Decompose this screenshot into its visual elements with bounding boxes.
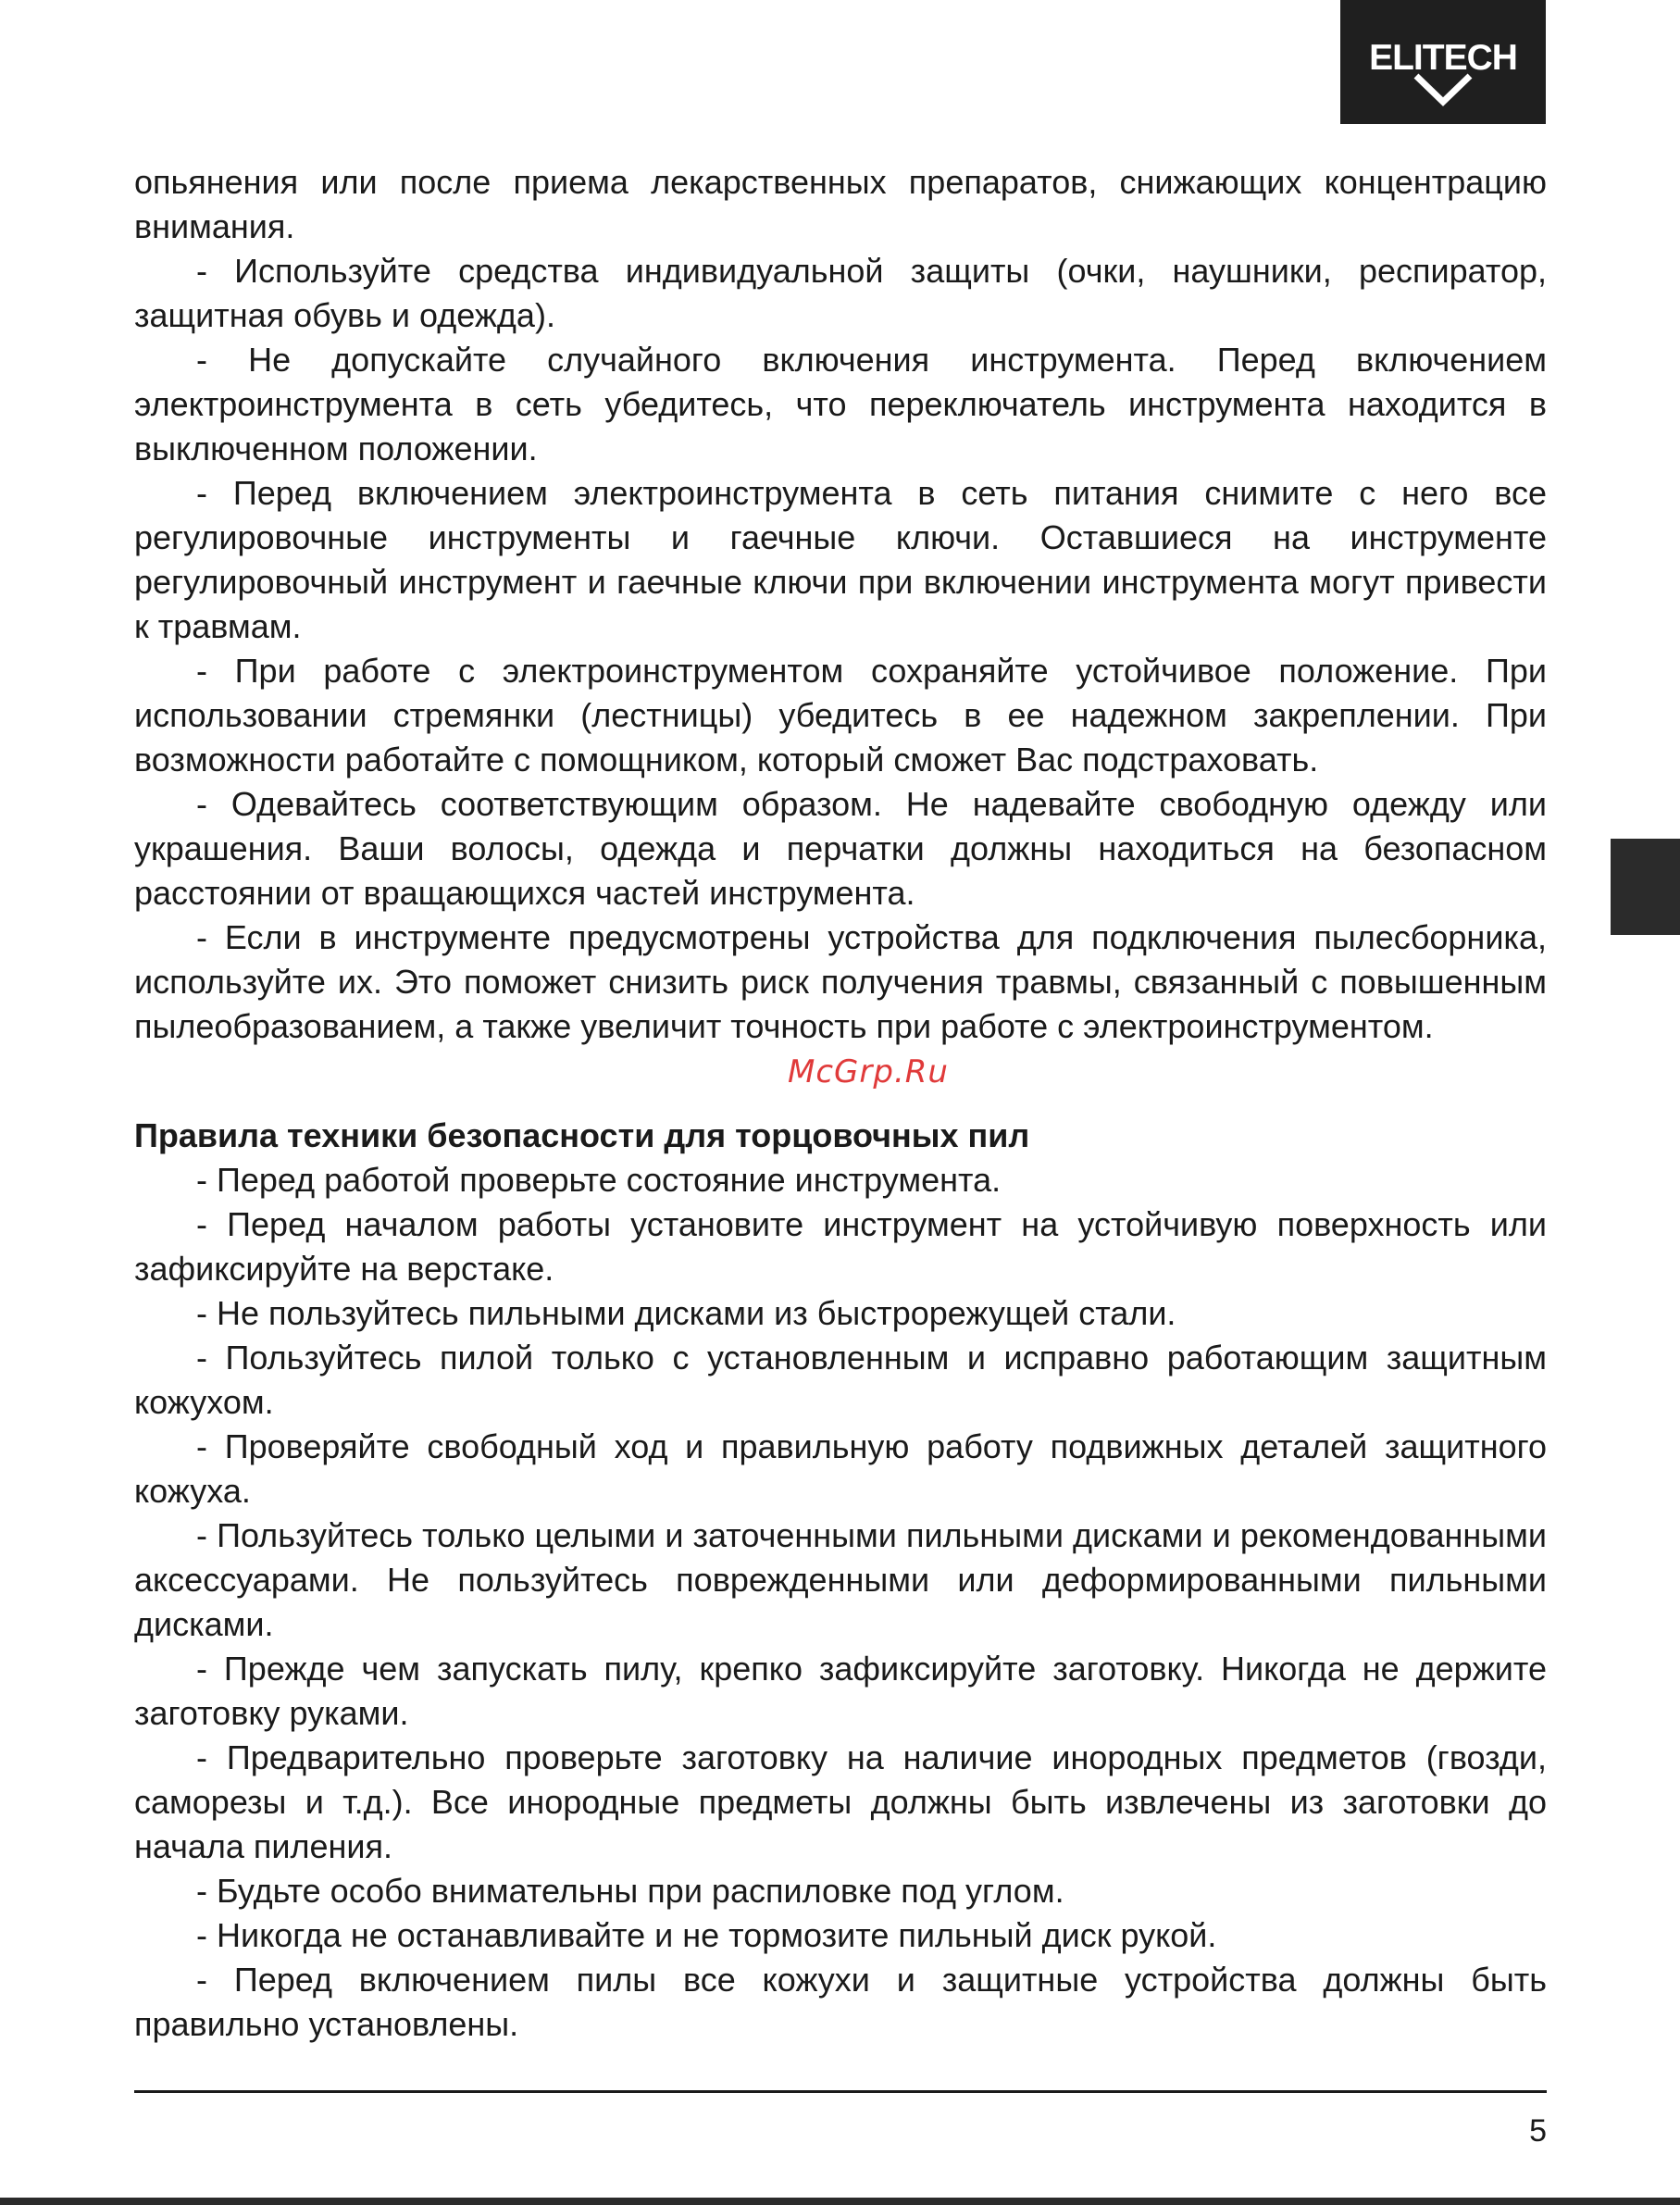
saw-safety-rule: - Прежде чем запускать пилу, крепко зафиксируйте заготовку. Никогда не держите заготовку руками. [134, 1650, 1547, 1732]
saw-safety-rule: - Не пользуйтесь пильными дисками из быстрорежущей стали. [196, 1294, 1176, 1332]
logo-chevron-icon [1340, 0, 1546, 124]
section-heading: Правила техники безопасности для торцовочных пил [134, 1116, 1030, 1154]
saw-safety-rule: - Перед работой проверьте состояние инструмента. [196, 1161, 1002, 1199]
bottom-edge-strip [0, 2198, 1680, 2205]
paragraph-continuation: опьянения или после приема лекарственных препаратов, снижающих концентрацию внимания. [134, 163, 1547, 245]
safety-rule: - При работе с электроинструментом сохраняйте устойчивое положение. При использовании стремянки (лестницы) убедитесь в ее надежном закреплении. При возможности работайте с помощником, который сможет Вас подстраховать. [134, 652, 1547, 779]
saw-safety-rule: - Будьте особо внимательны при распиловке под углом. [196, 1872, 1064, 1910]
saw-safety-rule: - Пользуйтесь только целыми и заточенными пильными дисками и рекомендованными аксессуарами. Не пользуйтесь поврежденными или деформированными пильными дисками. [134, 1516, 1547, 1643]
footer-divider [134, 2090, 1547, 2093]
safety-rule: - Используйте средства индивидуальной защиты (очки, наушники, респиратор, защитная обувь и одежда). [134, 252, 1547, 334]
safety-rule: - Перед включением электроинструмента в сеть питания снимите с него все регулировочные инструменты и гаечные ключи. Оставшиеся на инструменте регулировочный инструмент и гаечные ключи при включении инструмента могут привести к травмам. [134, 474, 1547, 645]
watermark-text: McGrp.Ru [788, 1053, 949, 1090]
safety-rule: - Не допускайте случайного включения инструмента. Перед включением электроинструмента в сеть убедитесь, что переключатель инструмента находится в выключенном положении. [134, 341, 1547, 467]
safety-rule: - Одевайтесь соответствующим образом. Не надевайте свободную одежду или украшения. Ваши волосы, одежда и перчатки должны находиться на безопасном расстоянии от вращающихся частей инструмента. [134, 785, 1547, 912]
section-tab-marker [1611, 839, 1680, 935]
safety-rule: - Если в инструменте предусмотрены устройства для подключения пылесборника, используйте их. Это поможет снизить риск получения травмы, связанный с повышенным пылеобразованием, а также увеличит точность при работе с электроинструментом. [134, 918, 1547, 1045]
elitech-logo [1340, 0, 1546, 124]
saw-safety-rule: - Перед началом работы установите инструмент на устойчивую поверхность или зафиксируйте на верстаке. [134, 1205, 1547, 1288]
page-number: 5 [1529, 2113, 1547, 2149]
saw-safety-rule: - Перед включением пилы все кожухи и защитные устройства должны быть правильно установлены. [134, 1961, 1547, 2043]
page-content [134, 160, 1547, 2047]
logo-text: ELITECH [1369, 38, 1517, 78]
saw-safety-rule: - Никогда не останавливайте и не тормозите пильный диск рукой. [196, 1916, 1217, 1954]
saw-safety-rule: - Предварительно проверьте заготовку на наличие инородных предметов (гвозди, саморезы и т.д.). Все инородные предметы должны быть извлечены из заготовки до начала пиления. [134, 1738, 1547, 1865]
saw-safety-rule: - Проверяйте свободный ход и правильную работу подвижных деталей защитного кожуха. [134, 1427, 1547, 1510]
saw-safety-rule: - Пользуйтесь пилой только с установленным и исправно работающим защитным кожухом. [134, 1339, 1547, 1421]
